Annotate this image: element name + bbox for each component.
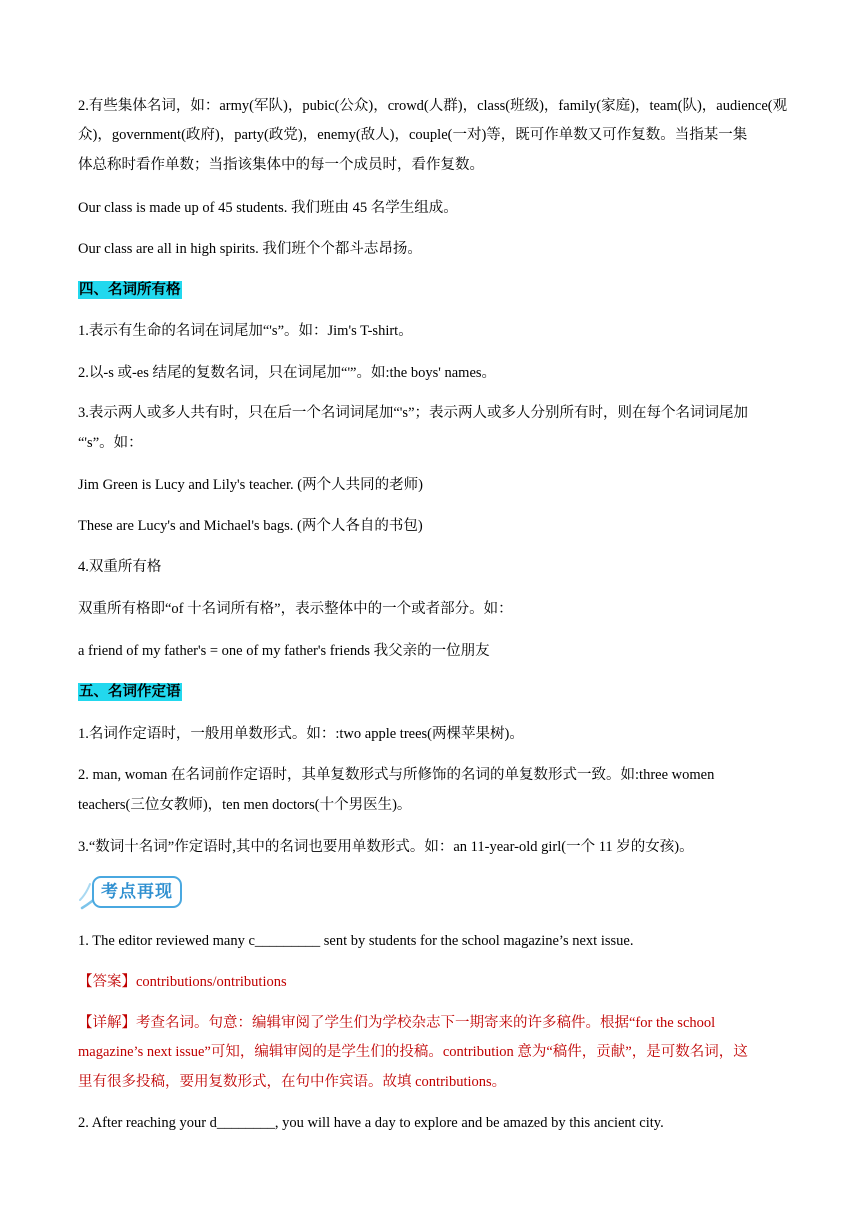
text-line: 3.“数词十名词”作定语时,其中的名词也要用单数形式。如：an 11-year-old girl(一个 11 岁的女孩)。	[78, 839, 694, 855]
answer-blank: _________	[254, 933, 321, 949]
example-sentence: Our class are all in high spirits. 我们班个个都斗志昂扬。	[78, 241, 422, 257]
explanation-line: magazine’s next issue”可知，编辑审阅的是学生们的投稿。contribution 意为“稿件，贡献”，是可数名词，这	[78, 1044, 748, 1060]
text-line: “'s”。如：	[78, 435, 143, 451]
section-heading-label: 五、名词作定语	[79, 684, 181, 700]
review-badge-label: 考点再现	[92, 876, 182, 908]
text-line: 2.以-s 或-es 结尾的复数名词，只在词尾加“'”。如:the boys' names。	[78, 365, 497, 381]
review-badge	[78, 872, 198, 916]
example-sentence: Jim Green is Lucy and Lily's teacher. (两个人共同的老师)	[78, 477, 423, 493]
text-line: 2.有些集体名词，如：army(军队)，pubic(公众)，crowd(人群)，class(班级)，family(家庭)，team(队)，audience(观	[78, 98, 788, 114]
text-line: teachers(三位女教师)，ten men doctors(十个男医生)。	[78, 797, 412, 813]
section-heading	[78, 683, 182, 701]
section-heading	[78, 281, 182, 299]
text-line: 众)，government(政府)，party(政党)，enemy(敌人)，couple(一对)等，既可作单数又可作复数。当指某一集	[78, 127, 748, 143]
text-line: 4.双重所有格	[78, 559, 162, 575]
explanation-line: 【详解】考查名词。句意：编辑审阅了学生们为学校杂志下一期寄来的许多稿件。根据“for the school	[78, 1015, 716, 1031]
explanation-line: 里有很多投稿，要用复数形式，在句中作宾语。故填 contributions。	[78, 1074, 507, 1090]
section-heading-label: 四、名词所有格	[79, 282, 181, 298]
question-text: sent by students for the school magazine’s next issue.	[320, 933, 634, 949]
text-line: 3.表示两人或多人共有时，只在后一个名词词尾加“'s”；表示两人或多人分别所有时，则在每个名词词尾加	[78, 405, 748, 421]
text-line: 1.名词作定语时，一般用单数形式。如：:two apple trees(两棵苹果树)。	[78, 726, 524, 742]
exercise-question	[78, 1114, 664, 1132]
text-line: 2. man, woman 在名词前作定语时，其单复数形式与所修饰的名词的单复数形式一致。如:three women	[78, 767, 715, 783]
example-sentence: These are Lucy's and Michael's bags. (两个人各自的书包)	[78, 518, 423, 534]
example-sentence: a friend of my father's = one of my father's friends 我父亲的一位朋友	[78, 643, 490, 659]
answer-line: 【答案】contributions/ontributions	[78, 974, 287, 990]
exercise-question	[78, 932, 633, 950]
question-text: , you will have a day to explore and be amazed by this ancient city.	[274, 1115, 664, 1131]
example-sentence: Our class is made up of 45 students. 我们班由 45 名学生组成。	[78, 200, 458, 216]
text-line: 体总称时看作单数；当指该集体中的每一个成员时，看作复数。	[78, 157, 484, 173]
answer-blank: ________	[216, 1115, 275, 1131]
text-line: 1.表示有生命的名词在词尾加“'s”。如：Jim's T-shirt。	[78, 323, 413, 339]
question-text: 2. After reaching your d	[78, 1115, 217, 1131]
question-text: 1. The editor reviewed many c	[78, 933, 255, 949]
text-line: 双重所有格即“of 十名词所有格”，表示整体中的一个或者部分。如：	[78, 601, 513, 617]
